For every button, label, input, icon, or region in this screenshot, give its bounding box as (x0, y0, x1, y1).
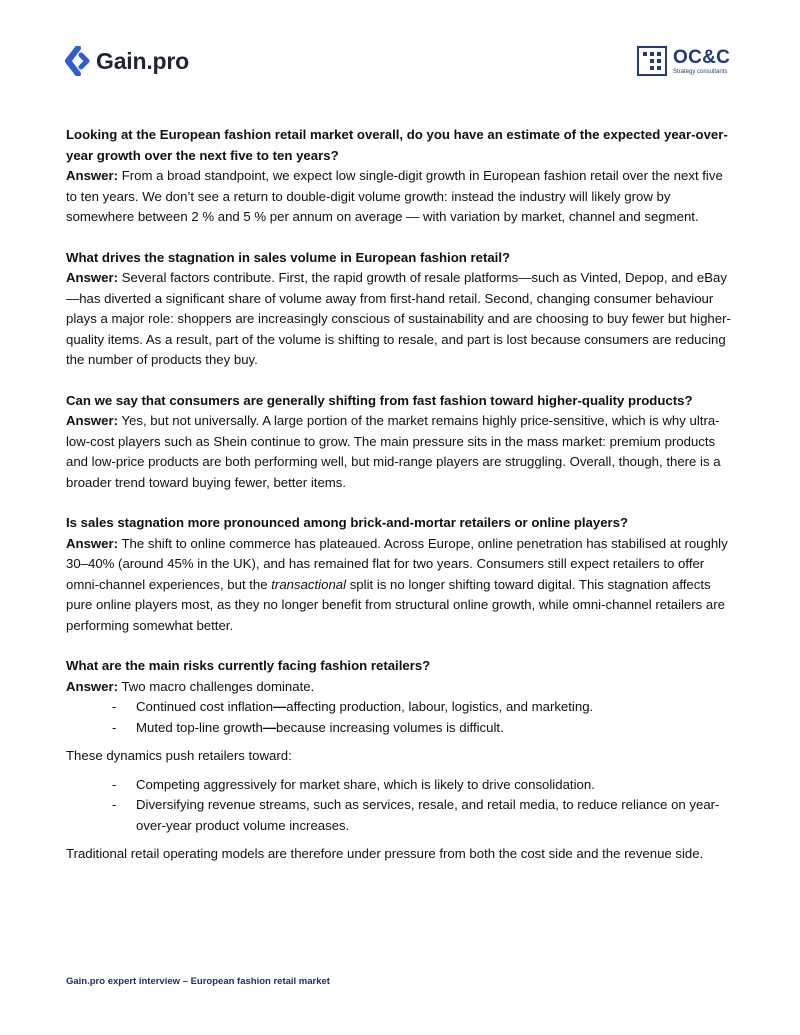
list-item (66, 718, 736, 739)
list-item-lead: Muted top-line growth (136, 719, 263, 735)
qa-block-risks (66, 656, 736, 865)
list-item (66, 697, 736, 718)
answer-label: Answer: (66, 535, 119, 551)
list-item-text: affecting production, labour, logistics, and marketing. (286, 699, 594, 714)
occ-logo (637, 45, 730, 77)
answer-label: Answer: (66, 413, 119, 428)
answer-paragraph (66, 534, 736, 637)
list-item-text: because increasing volumes is difficult. (276, 719, 504, 735)
partner-name: OC&C (673, 46, 731, 68)
answer-paragraph (66, 268, 736, 371)
qa-block-quality (66, 391, 736, 494)
answer-label: Answer: (66, 270, 119, 285)
list-dash: - (112, 776, 117, 792)
answer-text: From a broad standpoint, we expect low single-digit growth in European fashion retail over the next five to ten years. We don’t see a return to double-digit volume growth: instead the industry will likely grow by somewhere between 2 % and 5 % per annum on average — with variation by market, channel and segment. (66, 168, 723, 224)
qa-block-growth (66, 125, 736, 228)
answer-text: Two macro challenges dominate. (118, 678, 315, 694)
question-heading: What drives the stagnation in sales volume in European fashion retail? (66, 249, 511, 265)
question-heading: Is sales stagnation more pronounced among brick-and-mortar retailers or online players? (66, 515, 629, 530)
qa-block-stagnation (66, 248, 736, 371)
answer-paragraph (66, 166, 736, 228)
challenges-list (66, 697, 736, 738)
list-item-dash: — (262, 719, 277, 735)
question-heading: Looking at the European fashion retail market overall, do you have an estimate of the expected year-over-year growth over the next five to ten years? (66, 127, 728, 163)
qa-block-online (66, 513, 736, 636)
list-item (66, 775, 736, 796)
list-item-text: Competing aggressively for market share, which is likely to drive consolidation. (136, 776, 595, 792)
answer-text: split is no longer shifting toward digital. This stagnation affects pure online players most, as they no longer benefit from structural online growth, while omni-channel retailers are performing somewhat better. (66, 576, 725, 633)
brand-name: Gain.pro (96, 47, 189, 74)
answer-text: The shift to online commerce has plateaued. Across Europe, online penetration has stabilised at roughly 30–40% (around 45% in the UK), and has remained flat for two years. Consumers still expect retailers to offer omni-channel experiences, but the (66, 535, 728, 592)
answer-label: Answer: (66, 678, 119, 694)
partner-tagline: Strategy consultants (673, 68, 728, 75)
push-intro: These dynamics push retailers toward: (66, 748, 292, 763)
conclusion: Traditional retail operating models are therefore under pressure from both the cost side and the revenue side. (66, 846, 704, 861)
occ-logo-icon (637, 46, 667, 76)
list-dash: - (112, 797, 117, 812)
question-heading: What are the main risks currently facing fashion retailers? (66, 658, 431, 673)
answer-paragraph (66, 677, 736, 698)
interview-content (66, 125, 736, 865)
list-dash: - (112, 699, 117, 714)
list-item-text: Diversifying revenue streams, such as services, resale, and retail media, to reduce reliance on year-over-year product volume increases. (136, 797, 720, 833)
list-item-dash: — (273, 699, 287, 714)
answer-emphasis: transactional (271, 576, 347, 592)
gain-logo-icon (64, 46, 92, 76)
answer-text: Yes, but not universally. A large portion of the market remains highly price-sensitive, which is why ultra-low-cost players such as Shein continue to grow. The main pressure sits in the mass market: premium products and low-price products are both performing well, but mid-range players are struggling. Overall, though, there is a broader trend toward buying fewer, better items. (66, 413, 721, 490)
answer-label: Answer: (66, 168, 119, 183)
list-item-lead: Continued cost inflation (136, 699, 274, 714)
list-item (66, 795, 736, 836)
question-heading: Can we say that consumers are generally shifting from fast fashion toward higher-quality products? (66, 392, 693, 408)
page-footer: Gain.pro expert interview – European fashion retail market (66, 976, 330, 987)
gain-logo (64, 45, 189, 77)
pushes-list (66, 775, 736, 837)
list-dash: - (112, 719, 117, 735)
answer-text: Several factors contribute. First, the rapid growth of resale platforms—such as Vinted, Depop, and eBay—has diverted a significant share of volume away from first-hand retail. Second, changing consumer behaviour plays a major role: shoppers are increasingly conscious of sustainability and are choosing to buy fewer but higher-quality items. As a result, part of the volume is shifting to resale, and part is lost because consumers are reducing the number of products they buy. (66, 270, 731, 367)
answer-paragraph (66, 411, 736, 493)
